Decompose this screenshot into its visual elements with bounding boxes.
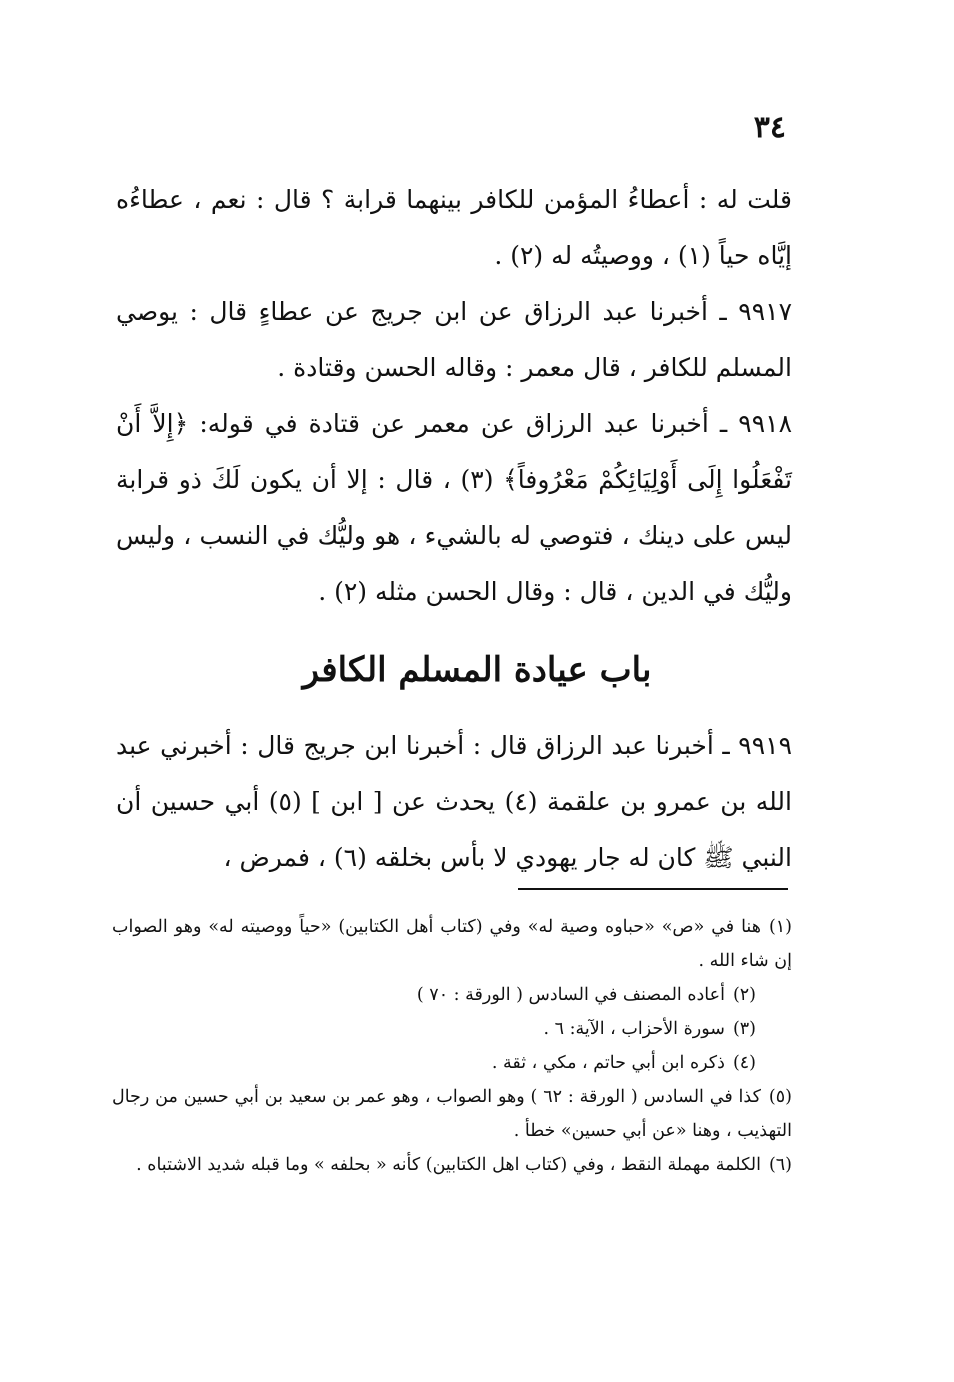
paragraph-hadith-9919: ٩٩١٩ ـ أخبرنا عبد الرزاق قال : أخبرنا ابن جريج قال : أخبرني عبد الله بن عمرو بن علقمة (٤) يحدث عن [ ابن ] (٥) أبي حسين أن النبي ﷺ كان له جار يهودي لا بأس بخلقه (٦) ، فمرض ، [116, 731, 792, 872]
page-number: ٣٤ [753, 110, 786, 145]
footnote-number: (٦) [768, 1155, 792, 1175]
footnote-text: هنا في «ص» «حباوه وصية له» وفي (كتاب أهل الكتابين) «حياً ووصيته له» وهو الصواب إن شاء الله . [112, 917, 792, 971]
footnote-text: أعاده المصنف في السادس ( الورقة : ٧٠ ) [416, 985, 725, 1005]
footnote-text: سورة الأحزاب ، الآية: ٦ . [543, 1019, 725, 1039]
paragraph-1: قلت له : أعطاءُ المؤمن للكافر بينهما قرابة ؟ قال : نعم ، عطاءُه إيَّاه حياً (١) ، ووصيتُه له (٢) . [116, 185, 792, 270]
footnote-number: (٣) [732, 1019, 756, 1039]
footnote-5 [112, 1080, 792, 1148]
footnote-6 [112, 1148, 792, 1182]
footnote-1 [112, 910, 792, 978]
footnote-3 [112, 1012, 792, 1046]
footnote-number: (٢) [732, 985, 756, 1005]
footnote-number: (١) [768, 917, 792, 937]
footnotes [112, 910, 792, 1182]
footnote-number: (٥) [768, 1087, 792, 1107]
footnote-text: كذا في السادس ( الورقة : ٦٢ ) وهو الصواب ، وهو عمر بن سعيد بن أبي حسين من رجال التهذيب ، وهنا «عن أبي حسين» خطأ . [112, 1087, 792, 1141]
footnote-text: ذكره ابن أبي حاتم ، مكي ، ثقة . [491, 1053, 725, 1073]
chapter-heading: باب عيادة المسلم الكافر [302, 650, 652, 690]
footnote-number: (٤) [732, 1053, 756, 1073]
footnote-separator [518, 888, 788, 890]
footnote-text: الكلمة مهملة النقط ، وفي (كتاب اهل الكتابين) كأنه « بحلفه » وما قبله شديد الاشتباه . [136, 1155, 761, 1175]
paragraph-hadith-9918: ٩٩١٨ ـ أخبرنا عبد الرزاق عن معمر عن قتادة في قوله: ﴿إِلاَّ أَنْ تَفْعَلُوا إِلَى أَوْلِيَائِكُمْ مَعْرُوفاً﴾ (٣) ، قال : إلا أن يكون لَكَ ذو قرابة ليس على دينك ، فتوصي له بالشيء ، هو وليُّك في النسب ، وليس وليُّك في الدين ، قال : وقال الحسن مثله (٢) . [116, 409, 792, 606]
footnote-4 [112, 1046, 792, 1080]
paragraph-hadith-9917: ٩٩١٧ ـ أخبرنا عبد الرزاق عن ابن جريج عن عطاءٍ قال : يوصي المسلم للكافر ، قال معمر : وقاله الحسن وقتادة . [116, 297, 792, 382]
footnote-2 [112, 978, 792, 1012]
